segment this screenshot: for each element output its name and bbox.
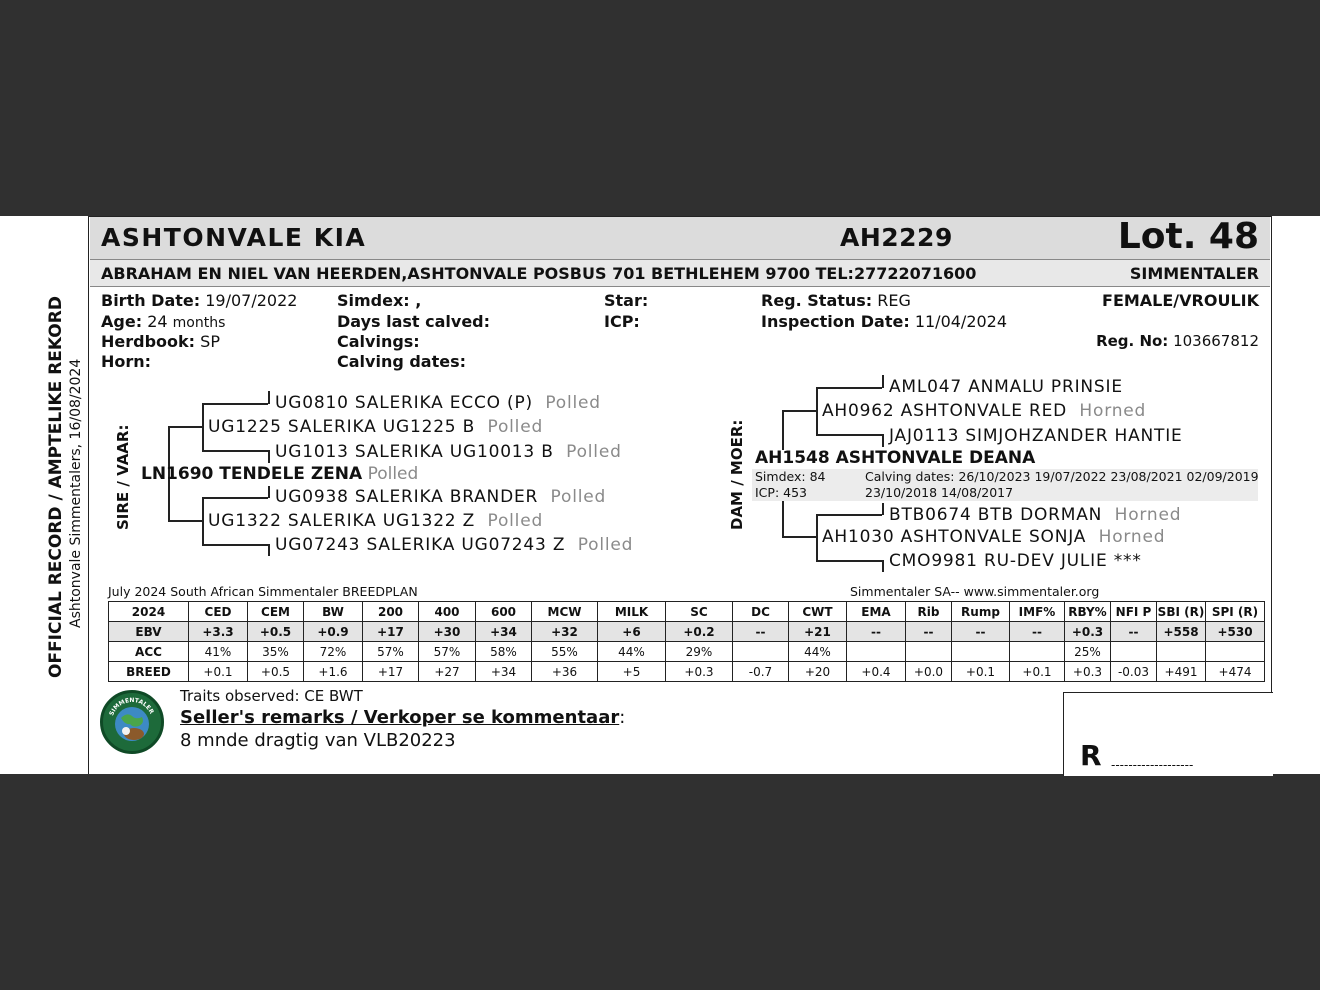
simdex-label: Simdex: , bbox=[337, 291, 422, 310]
calving-dates-label: Calving dates: bbox=[337, 352, 467, 371]
breedplan-header-13: Rib bbox=[906, 602, 952, 622]
breedplan-cell: -- bbox=[952, 622, 1010, 642]
remarks-heading: Seller's remarks / Verkoper se kommentaar: bbox=[180, 707, 626, 728]
breedplan-header-2: CEM bbox=[248, 602, 304, 622]
breedplan-cell: +1.6 bbox=[304, 662, 363, 682]
breedplan-cell: +0.5 bbox=[248, 622, 304, 642]
breedplan-header-6: 600 bbox=[476, 602, 532, 622]
calvings-label: Calvings: bbox=[337, 332, 420, 351]
breedplan-cell: 72% bbox=[304, 642, 363, 662]
breedplan-cell: -- bbox=[847, 622, 906, 642]
breedplan-cell: 44% bbox=[789, 642, 847, 662]
price-line: ------------------- bbox=[1111, 758, 1194, 772]
breedplan-cell bbox=[952, 642, 1010, 662]
dam-side-label: DAM / MOER: bbox=[728, 419, 746, 530]
breedplan-cell: +34 bbox=[476, 622, 532, 642]
breedplan-cell: 29% bbox=[666, 642, 733, 662]
simmentaler-logo bbox=[100, 690, 164, 754]
herdbook: Herdbook: SP bbox=[101, 332, 220, 351]
breedplan-header-0: 2024 bbox=[109, 602, 189, 622]
dam-simdex: Simdex: 84 bbox=[755, 469, 826, 484]
breedplan-header-14: Rump bbox=[952, 602, 1010, 622]
breedplan-cell: +558 bbox=[1157, 622, 1206, 642]
birth-date: Birth Date: 19/07/2022 bbox=[101, 291, 298, 310]
breedplan-cell: +0.3 bbox=[1065, 622, 1111, 642]
sire-name: LN1690 TENDELE ZENA Polled bbox=[141, 464, 419, 484]
breedplan-cell: +6 bbox=[598, 622, 666, 642]
breedplan-cell: 57% bbox=[363, 642, 419, 662]
breedplan-cell: +27 bbox=[419, 662, 476, 682]
breedplan-row-acc bbox=[109, 642, 1265, 662]
breedplan-header-12: EMA bbox=[847, 602, 906, 622]
breedplan-row-ebv bbox=[109, 622, 1265, 642]
breedplan-cell: -- bbox=[733, 622, 789, 642]
sire-sire: UG1225 SALERIKA UG1225 B Polled bbox=[208, 417, 544, 437]
breedplan-cell bbox=[1206, 642, 1265, 662]
svg-text:SIMMENTALER: SIMMENTALER bbox=[108, 696, 155, 717]
breedplan-header-16: RBY% bbox=[1065, 602, 1111, 622]
breedplan-table bbox=[108, 601, 1265, 682]
breedplan-cell: +21 bbox=[789, 622, 847, 642]
breedplan-cell bbox=[1010, 642, 1065, 662]
breedplan-header-19: SPI (R) bbox=[1206, 602, 1265, 622]
dam-icp: ICP: 453 bbox=[755, 485, 807, 500]
breedplan-header-18: SBI (R) bbox=[1157, 602, 1206, 622]
remarks-text: 8 mnde dragtig van VLB20223 bbox=[180, 730, 456, 751]
breedplan-cell: +5 bbox=[598, 662, 666, 682]
lot-number: Lot. 48 bbox=[1117, 216, 1259, 257]
breedplan-cell: +491 bbox=[1157, 662, 1206, 682]
dam-sire-dam: JAJ0113 SIMJOHZANDER HANTIE bbox=[889, 426, 1183, 446]
breed-name: SIMMENTALER bbox=[1129, 264, 1259, 283]
dam-calving-dates-2: 23/10/2018 14/08/2017 bbox=[865, 485, 1014, 500]
star-label: Star: bbox=[604, 291, 649, 310]
breedplan-header-11: CWT bbox=[789, 602, 847, 622]
breedplan-cell: +17 bbox=[363, 662, 419, 682]
official-record-label: OFFICIAL RECORD / AMPTELIKE REKORD bbox=[46, 296, 66, 678]
breedplan-cell: +17 bbox=[363, 622, 419, 642]
breedplan-header-7: MCW bbox=[532, 602, 598, 622]
globe-cow-icon bbox=[103, 693, 161, 751]
breedplan-cell: +0.1 bbox=[189, 662, 248, 682]
breedplan-cell: +32 bbox=[532, 622, 598, 642]
days-last-calved-label: Days last calved: bbox=[337, 312, 491, 331]
sire-dam-dam: UG07243 SALERIKA UG07243 Z Polled bbox=[275, 535, 634, 555]
breedplan-cell bbox=[1157, 642, 1206, 662]
breedplan-cell: +0.1 bbox=[952, 662, 1010, 682]
sire-side-label: SIRE / VAAR: bbox=[114, 424, 132, 530]
breedplan-cell: +30 bbox=[419, 622, 476, 642]
breedplan-cell: +530 bbox=[1206, 622, 1265, 642]
breedplan-cell: +3.3 bbox=[189, 622, 248, 642]
breedplan-header-5: 400 bbox=[419, 602, 476, 622]
sire-sire-dam: UG1013 SALERIKA UG10013 B Polled bbox=[275, 442, 622, 462]
breedplan-cell: 25% bbox=[1065, 642, 1111, 662]
price-currency: R bbox=[1080, 739, 1102, 772]
breedplan-cell: EBV bbox=[109, 622, 189, 642]
sire-sire-sire: UG0810 SALERIKA ECCO (P) Polled bbox=[275, 393, 601, 413]
breedplan-cell: +474 bbox=[1206, 662, 1265, 682]
age: Age: 24 months bbox=[101, 312, 226, 331]
sire-dam: UG1322 SALERIKA UG1322 Z Polled bbox=[208, 511, 544, 531]
horn-label: Horn: bbox=[101, 352, 152, 371]
breedplan-cell: 44% bbox=[598, 642, 666, 662]
breedplan-cell: ACC bbox=[109, 642, 189, 662]
animal-id: AH2229 bbox=[840, 223, 953, 252]
breedplan-cell: +0.3 bbox=[666, 662, 733, 682]
breedplan-website: Simmentaler SA-- www.simmentaler.org bbox=[850, 584, 1100, 599]
dam-dam: AH1030 ASHTONVALE SONJA Horned bbox=[822, 527, 1166, 547]
breedplan-header-10: DC bbox=[733, 602, 789, 622]
breedplan-cell: BREED bbox=[109, 662, 189, 682]
inspection-date: Inspection Date: 11/04/2024 bbox=[761, 312, 1008, 331]
breedplan-cell: +0.3 bbox=[1065, 662, 1111, 682]
dam-sire: AH0962 ASHTONVALE RED Horned bbox=[822, 401, 1147, 421]
breedplan-cell: +36 bbox=[532, 662, 598, 682]
breedplan-cell: -0.7 bbox=[733, 662, 789, 682]
breedplan-cell: 41% bbox=[189, 642, 248, 662]
breedplan-header-15: IMF% bbox=[1010, 602, 1065, 622]
dam-dam-sire: BTB0674 BTB DORMAN Horned bbox=[889, 505, 1182, 525]
reg-status: Reg. Status: REG bbox=[761, 291, 911, 310]
breedplan-header-4: 200 bbox=[363, 602, 419, 622]
breedplan-header-17: NFI P bbox=[1111, 602, 1157, 622]
breedplan-row-breed bbox=[109, 662, 1265, 682]
breedplan-cell: -- bbox=[1010, 622, 1065, 642]
reg-no: Reg. No: 103667812 bbox=[1096, 332, 1259, 350]
dam-calving-dates-1: Calving dates: 26/10/2023 19/07/2022 23/08/2021 02/09/2019 bbox=[865, 469, 1259, 484]
breedplan-cell: -- bbox=[1111, 622, 1157, 642]
breedplan-cell: 58% bbox=[476, 642, 532, 662]
breedplan-caption: July 2024 South African Simmentaler BREEDPLAN bbox=[108, 584, 418, 599]
sex: FEMALE/VROULIK bbox=[1102, 291, 1259, 310]
breedplan-cell: +20 bbox=[789, 662, 847, 682]
breedplan-header-row bbox=[109, 602, 1265, 622]
breedplan-cell: +34 bbox=[476, 662, 532, 682]
breedplan-header-1: CED bbox=[189, 602, 248, 622]
animal-name: ASHTONVALE KIA bbox=[101, 223, 367, 252]
dam-name: AH1548 ASHTONVALE DEANA bbox=[755, 448, 1036, 468]
breedplan-cell bbox=[733, 642, 789, 662]
breedplan-cell: +0.2 bbox=[666, 622, 733, 642]
traits-observed: Traits observed: CE BWT bbox=[180, 687, 363, 705]
breedplan-header-9: SC bbox=[666, 602, 733, 622]
owner-address: ABRAHAM EN NIEL VAN HEERDEN,ASHTONVALE POSBUS 701 BETHLEHEM 9700 TEL:27722071600 bbox=[101, 264, 977, 283]
breedplan-header-3: BW bbox=[304, 602, 363, 622]
breedplan-header-8: MILK bbox=[598, 602, 666, 622]
breedplan-cell: +0.4 bbox=[847, 662, 906, 682]
source-label: Ashtonvale Simmentalers, 16/08/2024 bbox=[68, 358, 84, 628]
breedplan-cell: -0.03 bbox=[1111, 662, 1157, 682]
breedplan-cell: +0.0 bbox=[906, 662, 952, 682]
breedplan-cell: 57% bbox=[419, 642, 476, 662]
breedplan-cell: +0.9 bbox=[304, 622, 363, 642]
breedplan-cell: 55% bbox=[532, 642, 598, 662]
breedplan-cell bbox=[906, 642, 952, 662]
breedplan-cell: -- bbox=[906, 622, 952, 642]
breedplan-cell: 35% bbox=[248, 642, 304, 662]
breedplan-cell: +0.1 bbox=[1010, 662, 1065, 682]
breedplan-cell bbox=[847, 642, 906, 662]
breedplan-cell bbox=[1111, 642, 1157, 662]
icp-label: ICP: bbox=[604, 312, 640, 331]
dam-dam-dam: CMO9981 RU-DEV JULIE *** bbox=[889, 551, 1142, 571]
dam-sire-sire: AML047 ANMALU PRINSIE bbox=[889, 377, 1123, 397]
sire-dam-sire: UG0938 SALERIKA BRANDER Polled bbox=[275, 487, 607, 507]
breedplan-cell: +0.5 bbox=[248, 662, 304, 682]
